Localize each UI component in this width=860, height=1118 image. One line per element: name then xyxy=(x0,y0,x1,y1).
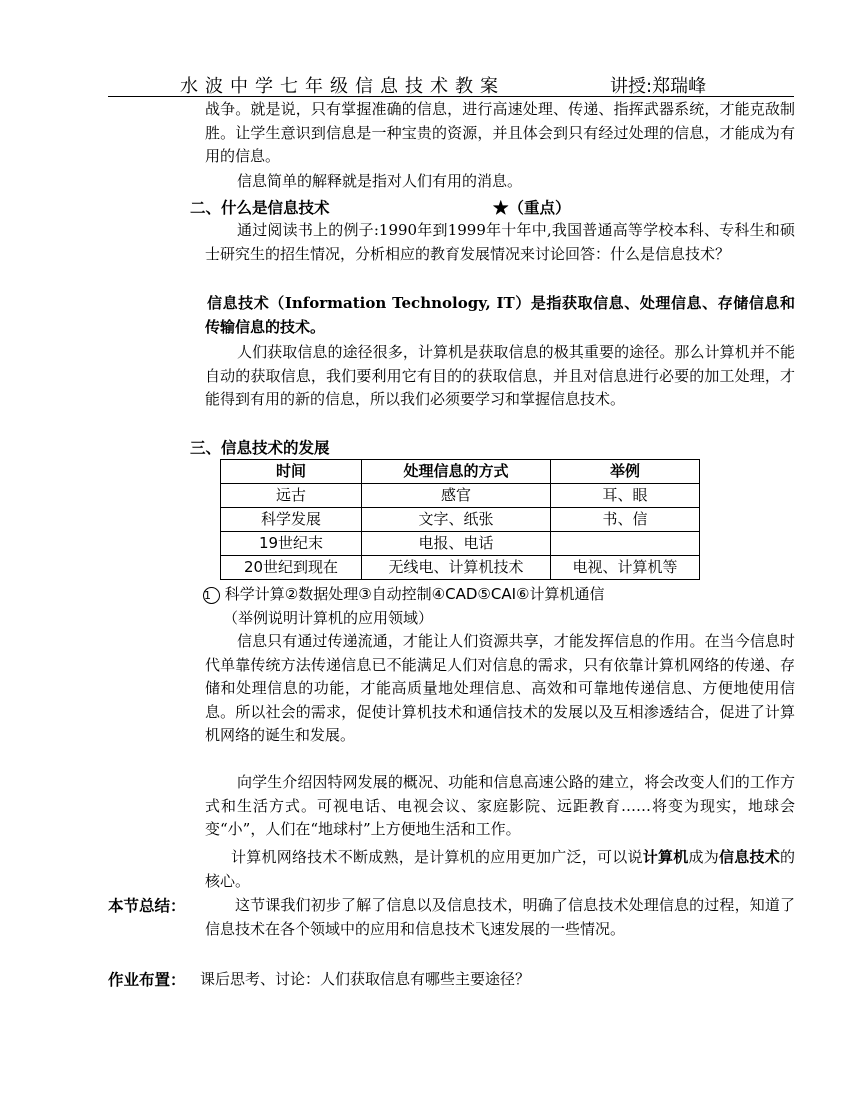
info-acquisition-paragraph: 人们获取信息的途径很多，计算机是获取信息的极其重要的途径。那么计算机并不能自动的获取信息，我们要利用它有目的的获取信息，并且对信息进行必要的加工处理，才能得到有用的新的信息，所以我们必须要学习和掌握信息技术。 xyxy=(205,343,795,408)
table-cell: 20世纪到现在 xyxy=(221,556,362,580)
core-text-a: 计算机网络技术不断成熟，是计算机的应用更加广泛，可以说 xyxy=(231,848,643,866)
table-row xyxy=(221,484,700,508)
intro-paragraph: 战争。就是说，只有掌握准确的信息，进行高速处理、传递、指挥武器系统，才能克敌制胜。让学生意识到信息是一种宝贵的资源，并且体会到只有经过处理的信息，才能成为有用的信息。 xyxy=(205,100,795,165)
table-cell: 19世纪末 xyxy=(221,532,362,556)
page-header xyxy=(108,66,794,97)
header-example: 举例 xyxy=(551,460,700,484)
list-marker-circle: 1 xyxy=(203,587,220,604)
summary-label: 本节总结： xyxy=(108,896,186,915)
application-list xyxy=(203,583,803,607)
core-text-d: 的核心。 xyxy=(205,848,795,890)
section-heading-what-is-it: 二、什么是信息技术 xyxy=(190,198,330,217)
table-row xyxy=(221,556,700,580)
document-title: 水波中学七年级信息技术教案 xyxy=(180,76,505,97)
table-header-row xyxy=(221,460,700,484)
table-cell: 书、信 xyxy=(551,508,700,532)
core-text-computer: 计算机 xyxy=(642,848,689,866)
table-row xyxy=(221,532,700,556)
header-method: 处理信息的方式 xyxy=(362,460,551,484)
summary-text: 这节课我们初步了解了信息以及信息技术，明确了信息技术处理信息的过程，知道了信息技术在各个领域中的应用和信息技术飞速发展的一些情况。 xyxy=(205,896,795,938)
network-core-paragraph xyxy=(205,846,795,893)
table-cell: 远古 xyxy=(221,484,362,508)
table-row xyxy=(221,508,700,532)
table-cell xyxy=(551,532,700,556)
table-cell: 电视、计算机等 xyxy=(551,556,700,580)
header-time: 时间 xyxy=(221,460,362,484)
table-cell: 感官 xyxy=(362,484,551,508)
table-cell: 耳、眼 xyxy=(551,484,700,508)
homework-text: 课后思考、讨论：人们获取信息有哪些主要途径？ xyxy=(200,970,531,988)
reading-example-paragraph: 通过阅读书上的例子:1990年到1999年十年中,我国普通高等学校本科、专科生和硕士研究生的招生情况，分析相应的教育发展情况来讨论回答：什么是信息技术？ xyxy=(205,221,795,263)
key-point-mark: ★（重点） xyxy=(493,198,571,217)
it-definition: 信息技术（Information Technology, IT）是指获取信息、处理信息、存储信息和传输信息的技术。 xyxy=(205,294,795,336)
info-definition-paragraph: 信息简单的解释就是指对人们有用的消息。 xyxy=(237,172,523,190)
development-table xyxy=(220,459,700,580)
application-list-note: （举例说明计算机的应用领域） xyxy=(223,609,434,627)
teacher-name: 讲授:郑瑞峰 xyxy=(610,76,707,97)
core-text-c: 成为 xyxy=(688,848,719,866)
table-cell: 科学发展 xyxy=(221,508,362,532)
section-heading-development: 三、信息技术的发展 xyxy=(190,438,330,457)
network-paragraph: 信息只有通过传递流通，才能让人们资源共享，才能发挥信息的作用。在当今信息时代单靠传统方法传递信息已不能满足人们对信息的需求，只有依靠计算机网络的传递、存储和处理信息的功能，才能高质量地处理信息、高效和可靠地传递信息、方便地使用信息。所以社会的需求，促使计算机技术和通信技术的发展以及互相渗透结合，促进了计算机网络的诞生和发展。 xyxy=(205,632,795,744)
table-cell: 无线电、计算机技术 xyxy=(362,556,551,580)
internet-paragraph: 向学生介绍因特网发展的概况、功能和信息高速公路的建立，将会改变人们的工作方式和生活方式。可视电话、电视会议、家庭影院、远距教育……将变为现实，地球会变“小”，人们在“地球村”上方便地生活和工作。 xyxy=(205,773,795,838)
table-cell: 文字、纸张 xyxy=(362,508,551,532)
application-list-text: 科学计算②数据处理③自动控制④CAD⑤CAI⑥计算机通信 xyxy=(224,585,605,603)
homework-label: 作业布置： xyxy=(108,970,186,989)
core-text-it: 信息技术 xyxy=(718,848,780,866)
table-cell: 电报、电话 xyxy=(362,532,551,556)
